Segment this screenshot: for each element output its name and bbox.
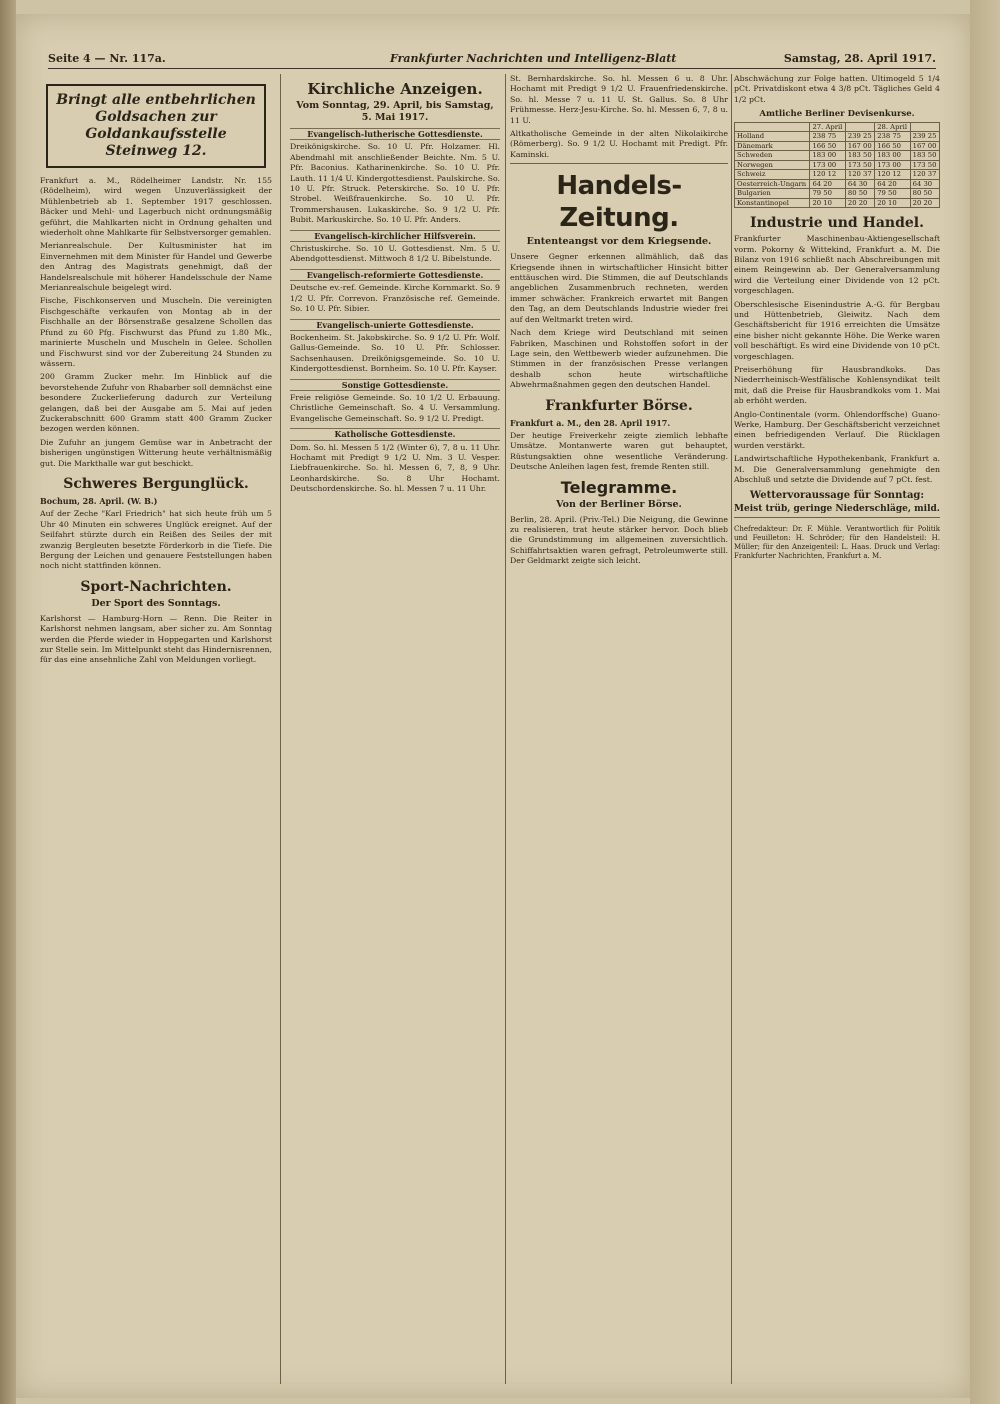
article-text: Die Zufuhr an jungem Gemüse war in Anbetracht der bisherigen ungünstigen Witterung heute verhältnismäßig gut. Die Markthalle war gut beschickt. [40, 437, 272, 468]
listing-text: Altkatholische Gemeinde in der alten Nikolaikirche (Römerberg). So. 9 1/2 U. Hochamt mit Predigt. Pfr. Kaminski. [510, 129, 728, 164]
article-text: Merianrealschule. Der Kultusminister hat im Einvernehmen mit dem Minister für Handel und Gewerbe den Antrag des Magistrats genehmigt, daß der Handelsrealschule mit höherer Handelsschule der Name Merianrealschule beigelegt wird. [40, 241, 272, 293]
table-cell: 28. April [875, 122, 910, 132]
subheadline: Ententeangst vor dem Kriegsende. [526, 236, 712, 248]
article-text: Fische, Fischkonserven und Muscheln. Die vereinigten Fischgeschäfte verkaufen von Montag ab in der Fischhalle an der Börsenstraße gesalzene Schollen das Pfund zu 60 Pfg. Fischwurst das Pfund zu 1.80 Mk., marinierte Muscheln und Muscheln in Gelee. Schollen und Fischwurst sind vor der Zubereitung 24 Stunden zu wässern. [40, 296, 272, 368]
headline-exchange: Frankfurter Börse. [545, 397, 693, 414]
section-heading: Sonstige Gottesdienste. [290, 379, 500, 391]
table-cell: Bulgarien [735, 189, 810, 199]
table-cell: 167 00 [910, 141, 939, 151]
table-cell: 183 50 [910, 151, 939, 161]
headline-industry: Industrie und Handel. [750, 215, 924, 232]
table-cell [910, 122, 939, 132]
table-cell: Schweiz [735, 170, 810, 180]
table-cell: 166 50 [810, 141, 845, 151]
article-text: Berlin, 28. April. (Priv.-Tel.) Die Neigung, die Gewinne zu realisieren, trat heute stärker hervor. Doch blieb die Grundstimmung im allgemeinen zuversichtlich. Schiffahrtsaktien waren gefragt, Petroleumwerte still. Der Geldmarkt zeigte sich leicht. [510, 514, 728, 566]
column-3 [510, 74, 728, 1386]
table-cell: Dänemark [735, 141, 810, 151]
table-cell: 167 00 [845, 141, 874, 151]
subheadline: Der Sport des Sonntags. [91, 597, 221, 609]
article-text: Frankfurt a. M., Rödelheimer Landstr. Nr. 155 (Rödelheim), wird wegen Unzuverlässigkeit der Mühlenbetrieb ab 1. September 1917 geschlossen. Bäcker und Mehl- und Lagerbuch nicht ordnungsmäßig geführt, die Mahlkarten nicht in Ordnung gehalten und wiederholt ohne Mahlkarte für Selbstversorger gemahlen. [40, 176, 272, 238]
exchange-rate-table [734, 122, 940, 209]
article-text: Unsere Gegner erkennen allmählich, daß das Kriegsende ihnen in wirtschaftlicher Hinsicht bitter enttäuschen wird. Die Stimmen, die auf Deutschlands angeblichen Zusammenbruch rechneten, werden immer schwächer. Frankreich erwartet mit Bangen den Tag, an dem Deutschlands Industrie wieder frei auf den Weltmarkt treten wird. [510, 252, 728, 324]
listing-text: Bockenheim. St. Jakobskirche. So. 9 1/2 U. Pfr. Wolf. Gallus-Gemeinde. So. 10 U. Pfr. Schlosser. Sachsenhausen. Dreikönigsgemeinde. So. 10 U. Kindergottesdienst. Bornheim. So. 10 U. Pfr. Kayser. [290, 332, 500, 374]
section-heading: Evangelisch-lutherische Gottesdienste. [290, 128, 500, 140]
table-cell: 64 30 [845, 179, 874, 189]
imprint: Chefredakteur: Dr. F. Mühle. Verantwortlich für Politik und Feuilleton: H. Schröder; für den Handelsteil: H. Müller; für den Anzeigenteil: L. Haas. Druck und Verlag: Frankfurter Nachrichten, Frankfurt a. M. [734, 525, 940, 561]
listing-text: Christuskirche. So. 10 U. Gottesdienst. Nm. 5 U. Abendgottesdienst. Mittwoch 8 1/2 U. Bibelstunde. [290, 244, 500, 264]
article-text: Nach dem Kriege wird Deutschland mit seinen Fabriken, Maschinen und Rohstoffen sofort in der Lage sein, den Wettbewerb wieder aufzunehmen. Die Stimmen in der französischen Presse verlangen deshalb schon heute wirtschaftliche Abwehrmaßnahmen gegen den deutschen Handel. [510, 328, 728, 390]
column-rule [731, 74, 732, 1384]
column-rule [280, 74, 281, 1384]
table-cell: 80 50 [845, 189, 874, 199]
table-cell: 166 50 [875, 141, 910, 151]
article-text: Landwirtschaftliche Hypothekenbank, Frankfurt a. M. Die Generalversammlung genehmigte den Abschluß und setzte die Dividende auf 7 pCt. fest. [734, 454, 940, 485]
weather-forecast: Meist trüb, geringe Niederschläge, mild. [734, 504, 940, 518]
article-text: Oberschlesische Eisenindustrie A.-G. für Bergbau und Hüttenbetrieb, Gleiwitz. Nach dem Geschäftsbericht für 1916 erreichten die Umsätze eine bisher nicht gekannte Höhe. Die Werke waren voll beschäftigt. Es wird eine Dividende von 10 pCt. vorgeschlagen. [734, 299, 940, 361]
table-cell: 173 50 [910, 160, 939, 170]
table-header-row [735, 122, 940, 132]
table-cell: 79 50 [810, 189, 845, 199]
headline-telegrams: Telegramme. [560, 477, 678, 497]
weather-heading: Wettervoraussage für Sonntag: [749, 490, 925, 502]
table-cell: Oesterreich-Ungarn [735, 179, 810, 189]
table-row [735, 170, 940, 180]
table-cell: 20 10 [810, 198, 845, 208]
table-cell: 20 10 [875, 198, 910, 208]
table-cell: 64 30 [910, 179, 939, 189]
table-cell: Schweden [735, 151, 810, 161]
table-cell: 79 50 [875, 189, 910, 199]
table-cell: Holland [735, 132, 810, 142]
column-2 [290, 74, 500, 1386]
section-heading: Evangelisch-unierte Gottesdienste. [290, 319, 500, 331]
article-text: Preiserhöhung für Hausbrandkoks. Das Niederrheinisch-Westfälische Kohlensyndikat teilt mit, daß die Preise für Hausbrandkoks vom 1. Mai ab erhöht werden. [734, 365, 940, 406]
table-cell: 183 50 [845, 151, 874, 161]
table-cell: 120 37 [845, 170, 874, 180]
table-cell: 64 20 [810, 179, 845, 189]
article-text: Der heutige Freiverkehr zeigte ziemlich lebhafte Umsätze. Montanwerte waren gut behauptet, Rüstungsaktien ohne wesentliche Veränderung. Deutsche Anleihen lagen fest, fremde Renten still. [510, 430, 728, 472]
table-cell: 80 50 [910, 189, 939, 199]
headline-sport: Sport-Nachrichten. [80, 578, 232, 595]
article-text: Frankfurter Maschinenbau-Aktiengesellschaft vorm. Pokorny & Wittekind, Frankfurt a. M. Die Bilanz von 1916 schließt nach Abschreibungen mit einem Reingewinn ab. Der Generalversammlung wird die Verteilung einer Dividende von 12 pCt. vorgeschlagen. [734, 234, 940, 296]
listing-text: Deutsche ev.-ref. Gemeinde. Kirche Kornmarkt. So. 9 1/2 U. Pfr. Correvon. Französische ref. Gemeinde. So. 10 U. Pfr. Sibier. [290, 283, 500, 314]
page-header [48, 52, 936, 69]
table-row [735, 141, 940, 151]
table-row [735, 132, 940, 142]
table-cell: 173 00 [875, 160, 910, 170]
table-cell: 239 25 [845, 132, 874, 142]
table-cell: 27. April [810, 122, 845, 132]
column-1 [40, 74, 272, 1386]
listing-text: Dom. So. hl. Messen 5 1/2 (Winter 6), 7, 8 u. 11 Uhr. Hochamt mit Predigt 9 1/2 U. Nm. 3 U. Vesper. Liebfrauenkirche. So. hl. Messen 6, 7, 8, 9 Uhr. Leonhardskirche. So. 8 Uhr Hochamt. Deutschordenskirche. So. hl. Messen 7 u. 11 Uhr. [290, 442, 500, 494]
page-binding [0, 0, 16, 1404]
table-cell: 173 00 [810, 160, 845, 170]
subheadline: Vom Sonntag, 29. April, bis Samstag, 5. Mai 1917. [296, 100, 494, 123]
table-row [735, 179, 940, 189]
article-text: Auf der Zeche "Karl Friedrich" hat sich heute früh um 5 Uhr 40 Minuten ein schweres Unglück ereignet. Auf der Seilfahrt stürzte durch ein Reißen des Seiles der mit zwanzig Bergleuten besetzte Förderkorb in die Tiefe. Die Bergung der Leichen und genauere Feststellungen haben noch nicht stattfinden können. [40, 509, 272, 571]
table-cell: 238 75 [875, 132, 910, 142]
table-cell: 173 50 [845, 160, 874, 170]
masthead: Frankfurter Nachrichten und Intelligenz-Blatt [390, 52, 677, 65]
article-text: Karlshorst — Hamburg-Horn — Renn. Die Reiter in Karlshorst nehmen langsam, aber sicher zu. Am Sonntag werden die Pferde wieder in Hoppegarten und Karlshorst zur Stelle sein. Im Mittelpunkt steht das Hindernisrennen, für das eine ansehnliche Zahl von Meldungen vorliegt. [40, 613, 272, 665]
headline-trade: Handels-Zeitung. [556, 171, 682, 234]
table-row [735, 189, 940, 199]
article-text: Anglo-Continentale (vorm. Ohlendorffsche) Guano-Werke, Hamburg. Der Geschäftsbericht verzeichnet einen befriedigenden Verlauf. Die Rücklagen wurden verstärkt. [734, 409, 940, 450]
table-row [735, 151, 940, 161]
listing-text: Freie religiöse Gemeinde. So. 10 1/2 U. Erbauung. Christliche Gemeinschaft. So. 4 U. Versammlung. Evangelische Gemeinschaft. So. 9 1/2 U. Predigt. [290, 392, 500, 423]
column-rule [505, 74, 506, 1384]
table-cell: 20 20 [910, 198, 939, 208]
listing-text: Dreikönigskirche. So. 10 U. Pfr. Holzamer. Hl. Abendmahl mit anschließender Beichte. Nm. 5 U. Pfr. Baconius. Katharinenkirche. So. 10 U. Pfr. Lauth. 11 1/4 U. Kindergottesdienst. Paulskirche. So. 10 U. Pfr. Struck. Peterskirche. So. 10 U. Pfr. Strobel. Weißfrauenkirche. So. 10 U. Pfr. Trommershausen. Lukaskirche. So. 9 1/2 U. Pfr. Bubit. Markuskirche. So. 10 U. Pfr. Anders. [290, 142, 500, 225]
section-heading: Evangelisch-kirchlicher Hilfsverein. [290, 230, 500, 242]
table-cell: 120 37 [910, 170, 939, 180]
dateline: Frankfurt a. M., den 28. April 1917. [510, 417, 671, 428]
headline-church: Kirchliche Anzeigen. [307, 80, 483, 98]
dateline: Bochum, 28. April. (W. B.) [40, 495, 158, 506]
article-text: 200 Gramm Zucker mehr. Im Hinblick auf die bevorstehende Zufuhr von Rhabarber soll demnächst eine besondere Zuckerlieferung dadurch zur Verteilung gelangen, daß bei der Ausgabe am 5. Mai auf jeden Zuckerabschnitt 600 Gramm statt 400 Gramm Zucker bezogen werden können. [40, 372, 272, 434]
subheadline: Von der Berliner Börse. [556, 498, 682, 510]
table-cell: Konstantinopel [735, 198, 810, 208]
page-number: Seite 4 — Nr. 117a. [48, 52, 166, 65]
table-row [735, 198, 940, 208]
table-cell: 64 20 [875, 179, 910, 189]
section-heading: Evangelisch-reformierte Gottesdienste. [290, 269, 500, 281]
table-cell: 183 00 [875, 151, 910, 161]
table-cell [735, 122, 810, 132]
table-cell: 238 75 [810, 132, 845, 142]
article-text: Abschwächung zur Folge hatten. Ultimogeld 5 1/4 pCt. Privatdiskont etwa 4 3/8 pCt. Tägliches Geld 4 1/2 pCt. [734, 74, 940, 104]
table-title: Amtliche Berliner Devisenkurse. [759, 109, 915, 120]
table-row [735, 160, 940, 170]
page-edge [970, 0, 1000, 1404]
listing-text: St. Bernhardskirche. So. hl. Messen 6 u. 8 Uhr. Hochamt mit Predigt 9 1/2 U. Frauenfriedenskirche. So. hl. Messe 7 u. 11 U. St. Gallus. So. 8 Uhr Frühmesse. Herz-Jesu-Kirche. So. hl. Messen 6, 7, 8 u. 11 U. [510, 74, 728, 125]
headline-mining-accident: Schweres Bergunglück. [63, 475, 249, 492]
gold-ad: Bringt alle entbehrlichen Goldsachen zur Goldankaufsstelle Steinweg 12. [46, 84, 266, 168]
table-cell: 120 12 [875, 170, 910, 180]
issue-date: Samstag, 28. April 1917. [783, 52, 936, 65]
table-cell: 120 12 [810, 170, 845, 180]
table-cell: 183 00 [810, 151, 845, 161]
table-cell: Norwegen [735, 160, 810, 170]
table-cell: 239 25 [910, 132, 939, 142]
table-cell: 20 20 [845, 198, 874, 208]
column-4 [734, 74, 940, 1386]
section-heading: Katholische Gottesdienste. [290, 428, 500, 440]
table-cell [845, 122, 874, 132]
